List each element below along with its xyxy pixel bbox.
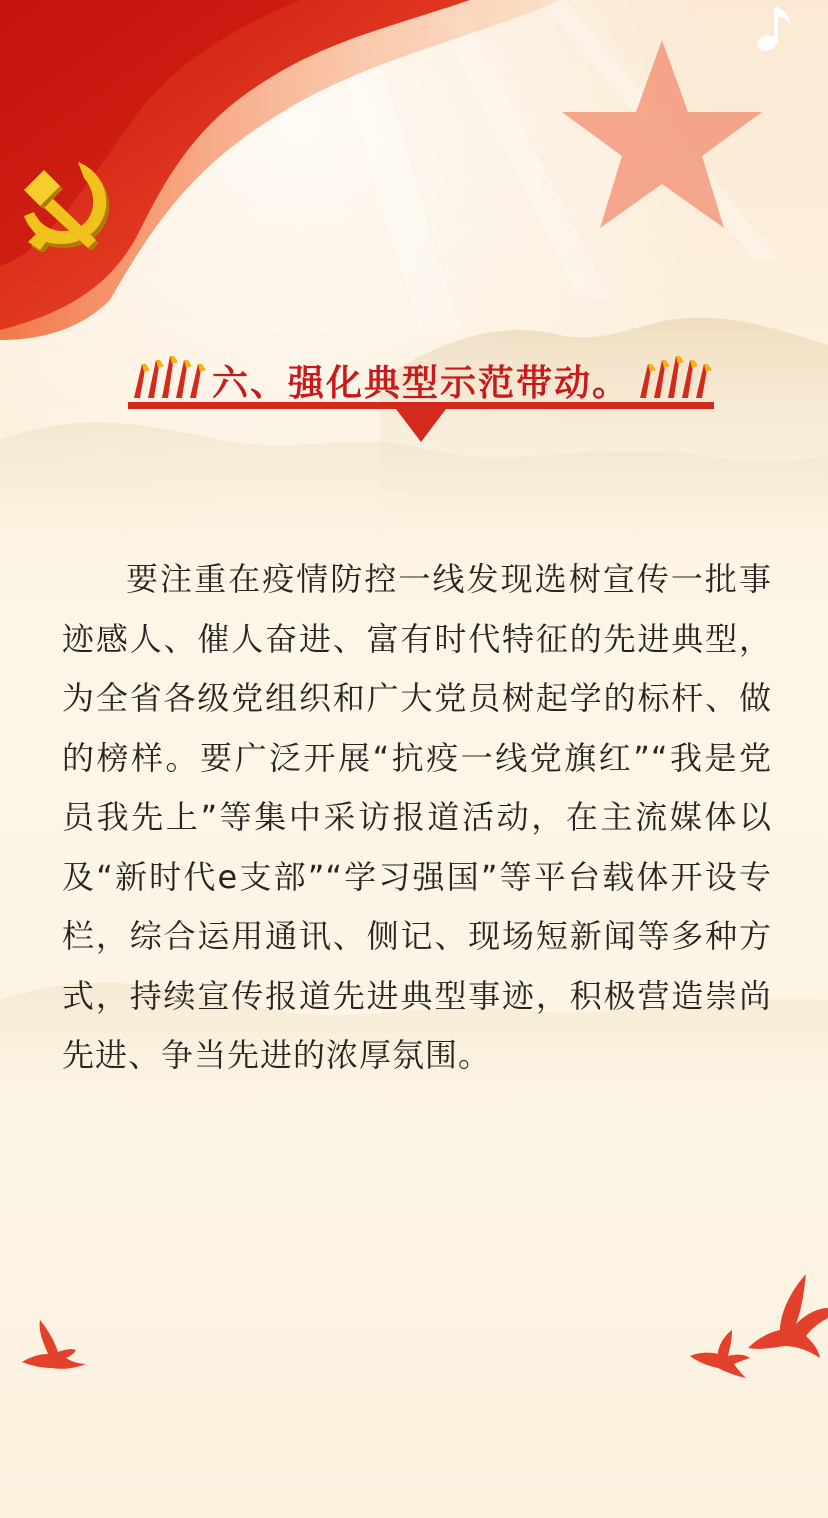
music-note-icon	[754, 3, 794, 53]
section-title: 六、强化典型示范带动。	[211, 363, 630, 404]
article-paragraph: 要注重在疫情防控一线发现选树宣传一批事迹感人、催人奋进、富有时代特征的先进典型，为全省各级党组织和广大党员树起学的标杆、做的榜样。要广泛开展“抗疫一线党旗红”“我是党员我先上”等集中采访报道活动，在主流媒体以及“新时代e支部”“学习强国”等平台载体开设专栏，综合运用通讯、侧记、现场短新闻等多种方式，持续宣传报道先进典型事迹，积极营造崇尚先进、争当先进的浓厚氛围。	[62, 560, 772, 1074]
party-emblem-icon	[10, 156, 122, 252]
dove-icon	[18, 1318, 88, 1374]
music-toggle-button[interactable]	[744, 0, 804, 56]
doves-icon	[688, 1268, 828, 1380]
section-heading	[128, 350, 714, 442]
